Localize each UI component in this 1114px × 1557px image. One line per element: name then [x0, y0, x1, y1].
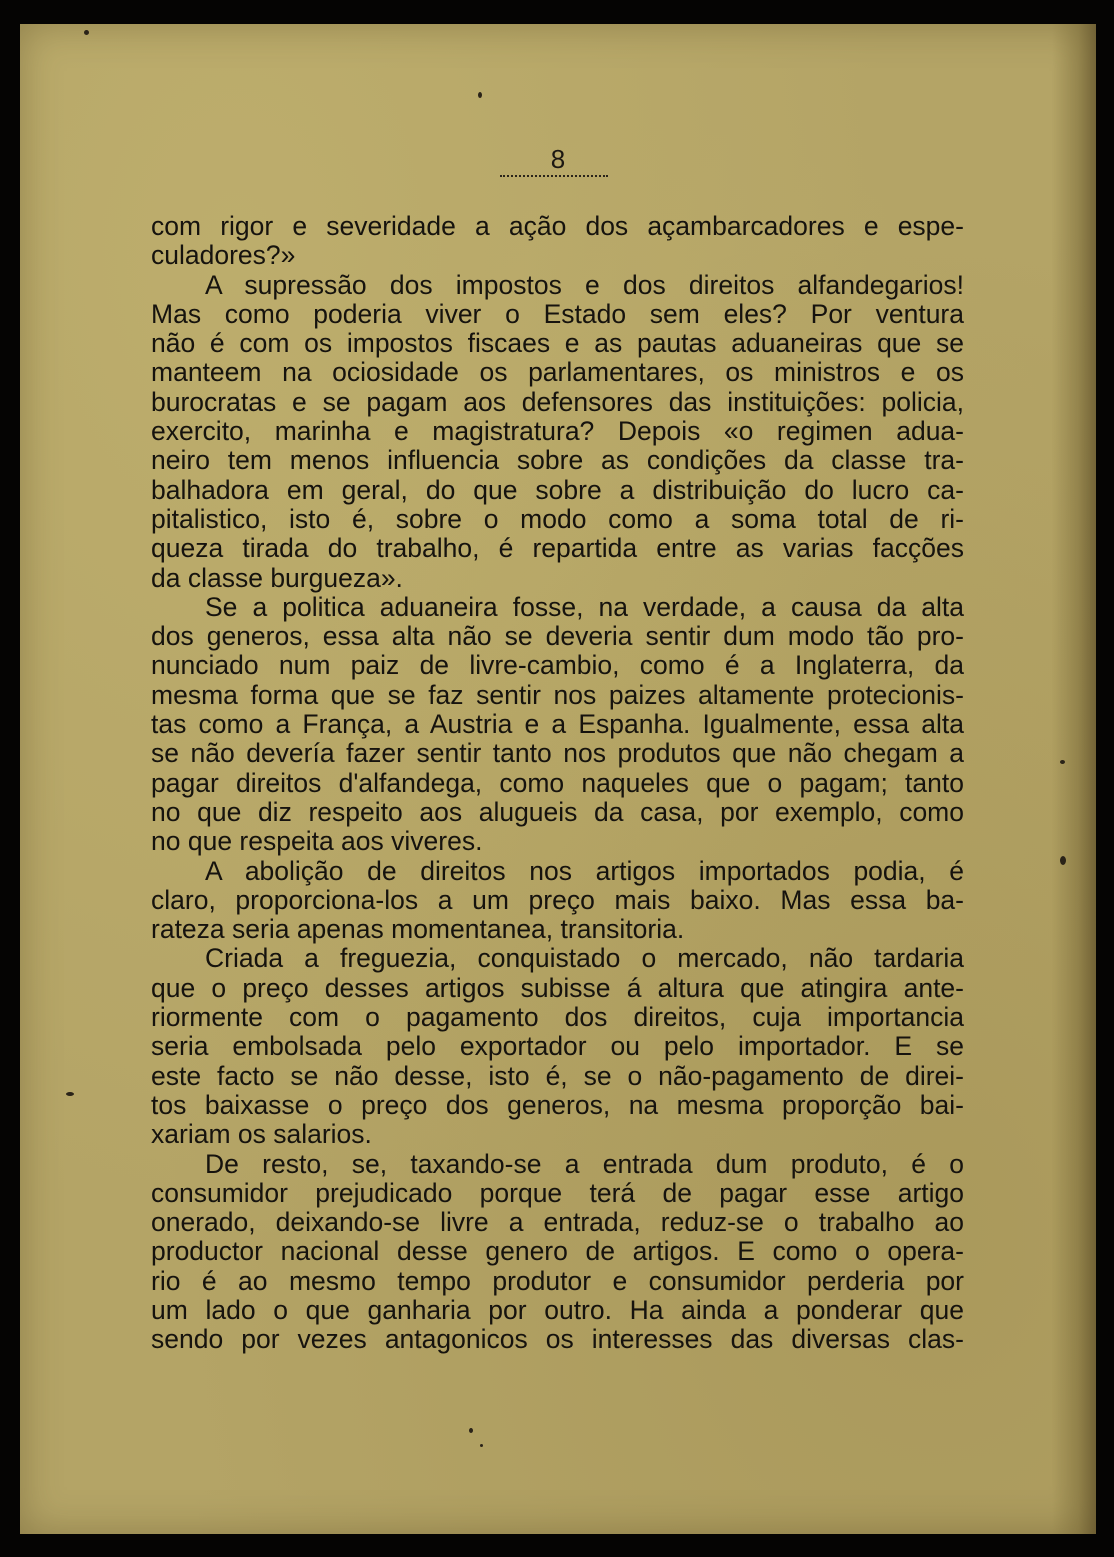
- text-line: balhadora em geral, do que sobre a distribuição do lucro ca-: [151, 474, 964, 505]
- paper-speck: [66, 1092, 74, 1096]
- text-line: neiro tem menos influencia sobre as condições da classe tra-: [151, 445, 964, 476]
- text-line: De resto, se, taxando-se a entrada dum produto, é o: [205, 1148, 964, 1179]
- text-line: seria embolsada pelo exportador ou pelo importador. E se: [151, 1031, 964, 1062]
- text-line: da classe burgueza».: [151, 562, 403, 593]
- paper-speck: [1060, 760, 1065, 764]
- text-line: não é com os impostos fiscaes e as pautas aduaneiras que se: [151, 328, 964, 359]
- text-line: pitalistico, isto é, sobre o modo como a soma total de ri-: [151, 503, 964, 534]
- text-line: onerado, deixando-se livre a entrada, reduz-se o trabalho ao: [151, 1207, 964, 1238]
- paper-speck: [480, 1444, 483, 1447]
- text-line: dos generos, essa alta não se deveria sentir dum modo tão pro-: [151, 621, 964, 652]
- page-number: 8: [550, 144, 566, 174]
- text-line: consumidor prejudicado porque terá de pagar esse artigo: [151, 1177, 964, 1208]
- page-edge-shadow: [1052, 24, 1096, 1534]
- paper-speck: [1060, 856, 1066, 865]
- text-line: Mas como poderia viver o Estado sem eles? Por ventura: [151, 298, 964, 329]
- text-line: mesma forma que se faz sentir nos paizes altamente protecionis-: [151, 679, 964, 710]
- text-line: se não devería fazer sentir tanto nos produtos que não chegam a: [151, 738, 964, 769]
- text-line: pagar direitos d'alfandega, como naqueles que o pagam; tanto: [151, 767, 964, 798]
- text-line: rio é ao mesmo tempo produtor e consumidor perderia por: [151, 1265, 964, 1296]
- text-line: A supressão dos impostos e dos direitos alfandegarios!: [205, 269, 964, 300]
- text-line: productor nacional desse genero de artigos. E como o opera-: [151, 1236, 964, 1267]
- text-line: burocratas e se pagam aos defensores das instituições: policia,: [151, 386, 964, 417]
- text-line: este facto se não desse, isto é, se o não-pagamento de direi-: [151, 1060, 964, 1091]
- text-line: rateza seria apenas momentanea, transitoria.: [151, 914, 685, 945]
- text-line: com rigor e severidade a ação dos açambarcadores e espe-: [151, 211, 964, 241]
- body-text: [151, 212, 964, 1355]
- paper-speck: [478, 92, 482, 98]
- text-line: manteem na ociosidade os parlamentares, os ministros e os: [151, 357, 964, 388]
- text-line: no que diz respeito aos alugueis da casa, por exemplo, como: [151, 796, 964, 827]
- text-line: culadores?»: [151, 240, 296, 271]
- text-line: um lado o que ganharia por outro. Ha ainda a ponderar que: [151, 1294, 964, 1325]
- text-line: exercito, marinha e magistratura? Depois «o regimen adua-: [151, 416, 964, 447]
- text-line: sendo por vezes antagonicos os interesses das diversas clas-: [151, 1324, 964, 1355]
- text-line: riormente com o pagamento dos direitos, cuja importancia: [151, 1002, 964, 1033]
- text-line: Se a politica aduaneira fosse, na verdade, a causa da alta: [205, 591, 964, 622]
- text-line: nunciado num paiz de livre-cambio, como é a Inglaterra, da: [151, 650, 964, 681]
- text-line: tas como a França, a Austria e a Espanha. Igualmente, essa alta: [151, 709, 964, 740]
- paper-speck: [469, 1428, 473, 1433]
- text-line: xariam os salarios.: [151, 1119, 372, 1150]
- paper-speck: [84, 30, 89, 35]
- document-page: [20, 24, 1096, 1534]
- text-line: Criada a freguezia, conquistado o mercado, não tardaria: [205, 943, 964, 974]
- text-line: claro, proporciona-los a um preço mais baixo. Mas essa ba-: [151, 884, 964, 915]
- page-number-rule: [500, 175, 608, 177]
- text-line: A abolição de direitos nos artigos importados podia, é: [205, 855, 964, 886]
- text-line: no que respeita aos viveres.: [151, 826, 483, 857]
- text-line: tos baixasse o preço dos generos, na mesma proporção bai-: [151, 1089, 964, 1120]
- text-line: queza tirada do trabalho, é repartida entre as varias facções: [151, 533, 964, 564]
- text-line: que o preço desses artigos subisse á altura que atingira ante-: [151, 972, 964, 1003]
